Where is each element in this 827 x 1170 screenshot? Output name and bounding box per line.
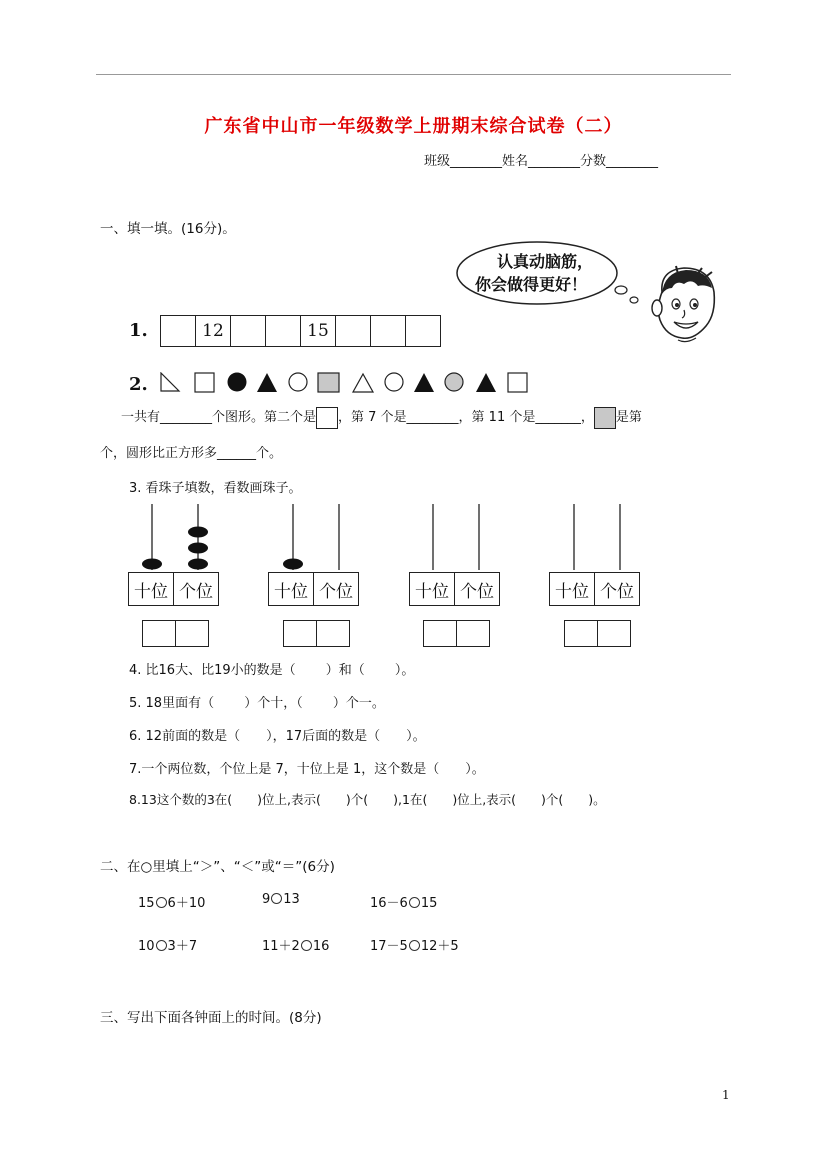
- q2-text-b: ，第 7 个是________，第 11 个是_______，: [338, 410, 594, 425]
- ones-label: 个位: [460, 581, 494, 602]
- compare-item: 16－6 15: [370, 896, 438, 911]
- q2-text-a: 一共有________个图形。第二个是: [121, 410, 317, 425]
- grey-circle-icon: [445, 373, 463, 391]
- page-number: 1: [722, 1088, 730, 1102]
- sequence-cell[interactable]: [231, 316, 266, 346]
- ones-label: 个位: [319, 581, 353, 602]
- compare-circle-icon[interactable]: [271, 893, 282, 904]
- q2-question-line1: [121, 406, 642, 429]
- q3-prompt: 3. 看珠子填数，看数画珠子。: [129, 481, 302, 496]
- cartoon-boy-icon: [648, 262, 723, 344]
- sequence-cell[interactable]: [266, 316, 301, 346]
- q4-text: 4. 比16大、比19小的数是（ ）和（ ）。: [129, 663, 415, 678]
- exam-title: 广东省中山市一年级数学上册期末综合试卷（二）: [204, 116, 623, 137]
- q8-text: 8.13这个数的3在( )位上,表示( )个( ),1在( )位上,表示( )个( )。: [129, 792, 606, 807]
- compare-item: 11＋2 16: [262, 939, 330, 954]
- number-sequence-boxes: [160, 315, 441, 347]
- compare-circle-icon[interactable]: [409, 897, 420, 908]
- sequence-cell[interactable]: [336, 316, 371, 346]
- compare-circle-icon[interactable]: [156, 897, 167, 908]
- ones-label: 个位: [179, 581, 213, 602]
- square-icon: [508, 373, 527, 392]
- q2-number: 2.: [129, 374, 148, 395]
- q7-text: 7.一个两位数，个位上是 7，十位上是 1，这个数是（ ）。: [129, 762, 485, 777]
- answer-box-pair[interactable]: [283, 620, 350, 647]
- filled-triangle-icon: [476, 373, 496, 392]
- place-value-label: [128, 572, 219, 606]
- tens-label: 十位: [410, 573, 455, 605]
- grey-square-icon: [318, 373, 339, 392]
- place-value-label: [549, 572, 640, 606]
- section2-heading: 二、在○里填上“＞”、“＜”或“＝”(6分): [100, 859, 335, 875]
- speech-line-2: 你会做得更好！: [475, 275, 588, 294]
- q2-question-line2: 个，圆形比正方形多______个。: [100, 446, 283, 461]
- q2-text-c: 是第: [615, 410, 642, 425]
- sequence-cell[interactable]: [406, 316, 440, 346]
- answer-box-pair[interactable]: [564, 620, 631, 647]
- filled-circle-icon: [228, 373, 247, 392]
- abacus-rods: [128, 504, 648, 576]
- sequence-cell: 15: [301, 316, 336, 346]
- q6-text: 6. 12前面的数是（ ），17后面的数是（ ）。: [129, 729, 426, 744]
- ones-label: 个位: [600, 581, 634, 602]
- grey-square-icon: [594, 407, 616, 429]
- header-rule: [96, 74, 731, 75]
- place-value-label: [409, 572, 500, 606]
- sequence-cell: 12: [196, 316, 231, 346]
- triangle-icon: [353, 374, 373, 392]
- square-icon: [195, 373, 214, 392]
- compare-item: 10 3＋7: [138, 939, 198, 954]
- compare-circle-icon[interactable]: [156, 940, 167, 951]
- student-info-line: 班级________姓名________分数________: [424, 154, 659, 169]
- speech-line-1: 认真动脑筋，: [497, 252, 594, 271]
- sequence-cell[interactable]: [161, 316, 196, 346]
- compare-item: 15 6＋10: [138, 896, 206, 911]
- section1-heading: 一、填一填。(16分)。: [100, 221, 236, 237]
- square-icon: [316, 407, 338, 429]
- filled-triangle-icon: [257, 373, 277, 392]
- tens-label: 十位: [550, 573, 595, 605]
- circle-icon: [289, 373, 307, 391]
- answer-box-pair[interactable]: [423, 620, 490, 647]
- right-triangle-icon: [161, 373, 179, 391]
- filled-triangle-icon: [414, 373, 434, 392]
- place-value-label: [268, 572, 359, 606]
- compare-circle-icon[interactable]: [301, 940, 312, 951]
- circle-icon: [385, 373, 403, 391]
- answer-box-pair[interactable]: [142, 620, 209, 647]
- shape-row: [160, 372, 540, 394]
- compare-item: 17－5 12＋5: [370, 939, 459, 954]
- tens-label: 十位: [129, 573, 174, 605]
- q1-number: 1.: [129, 320, 148, 341]
- q5-text: 5. 18里面有（ ）个十，（ ）个一。: [129, 696, 385, 711]
- compare-item: 9 13: [262, 892, 300, 907]
- compare-circle-icon[interactable]: [409, 940, 420, 951]
- tens-label: 十位: [269, 573, 314, 605]
- sequence-cell[interactable]: [371, 316, 406, 346]
- section3-heading: 三、写出下面各钟面上的时间。(8分): [100, 1010, 322, 1026]
